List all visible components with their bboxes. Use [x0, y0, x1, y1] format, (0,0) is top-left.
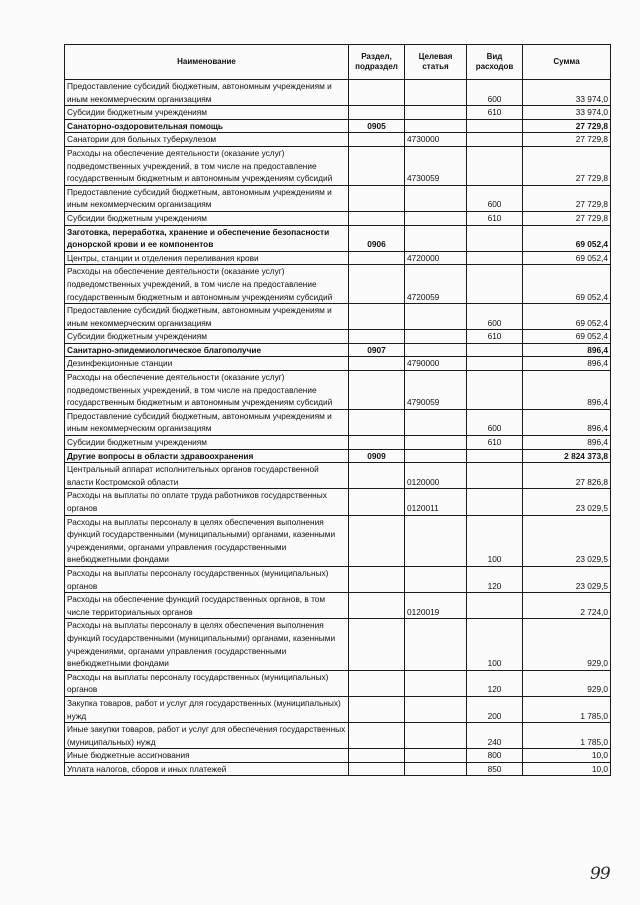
row-article: 4790059	[405, 371, 467, 410]
row-sum: 2 724,0	[523, 593, 611, 619]
row-section	[349, 265, 405, 304]
table-row	[65, 225, 611, 251]
row-name: Иные бюджетные ассигнования	[65, 749, 349, 763]
row-section	[349, 106, 405, 120]
row-name: Предоставление субсидий бюджетным, автономным учреждениям и иным некоммерческим организациям	[65, 185, 349, 211]
row-type: 600	[467, 80, 523, 106]
row-name: Расходы на обеспечение деятельности (оказание услуг) подведомственных учреждений, в том числе на предоставление государственным бюджетным и автономным учреждениям субсидий	[65, 265, 349, 304]
row-section: 0906	[349, 225, 405, 251]
table-row	[65, 723, 611, 749]
row-name: Субсидии бюджетным учреждениям	[65, 436, 349, 450]
row-name: Расходы на выплаты персоналу в целях обеспечения выполнения функций государственными (муниципальными) органами, казенными учреждениями, органами управления государственными внебюджетными фондами	[65, 619, 349, 670]
table-row	[65, 185, 611, 211]
table-row	[65, 304, 611, 330]
row-article: 0120019	[405, 593, 467, 619]
row-section	[349, 357, 405, 371]
table-row	[65, 762, 611, 776]
row-type	[467, 265, 523, 304]
row-sum: 69 052,4	[523, 330, 611, 344]
row-name: Центры, станции и отделения переливания крови	[65, 251, 349, 265]
row-type: 610	[467, 436, 523, 450]
budget-table	[64, 44, 611, 776]
table-row	[65, 106, 611, 120]
row-name: Расходы на выплаты персоналу государственных (муниципальных) органов	[65, 566, 349, 592]
row-section	[349, 133, 405, 147]
row-section	[349, 489, 405, 515]
row-sum: 10,0	[523, 762, 611, 776]
table-header-row	[65, 45, 611, 80]
row-name: Субсидии бюджетным учреждениям	[65, 330, 349, 344]
table-row	[65, 489, 611, 515]
row-article	[405, 619, 467, 670]
row-name: Центральный аппарат исполнительных органов государственной власти Костромской области	[65, 463, 349, 489]
table-row	[65, 119, 611, 133]
row-sum: 896,4	[523, 436, 611, 450]
row-type: 610	[467, 330, 523, 344]
header-article: Целевая статья	[405, 45, 467, 80]
row-sum: 69 052,4	[523, 265, 611, 304]
table-row	[65, 515, 611, 566]
row-section	[349, 515, 405, 566]
row-sum: 33 974,0	[523, 80, 611, 106]
row-name: Расходы на обеспечение деятельности (оказание услуг) подведомственных учреждений, в том числе на предоставление государственным бюджетным и автономным учреждениям субсидий	[65, 371, 349, 410]
row-article	[405, 449, 467, 463]
row-section	[349, 593, 405, 619]
row-sum: 23 029,5	[523, 515, 611, 566]
row-type	[467, 463, 523, 489]
table-row	[65, 449, 611, 463]
row-type: 100	[467, 515, 523, 566]
row-section	[349, 409, 405, 435]
page-number: 99	[590, 864, 610, 884]
row-name: Заготовка, переработка, хранение и обеспечение безопасности донорской крови и ее компонентов	[65, 225, 349, 251]
row-article	[405, 436, 467, 450]
row-sum: 1 785,0	[523, 723, 611, 749]
row-article	[405, 185, 467, 211]
row-section	[349, 80, 405, 106]
row-type: 120	[467, 670, 523, 696]
row-sum: 2 824 373,8	[523, 449, 611, 463]
row-sum: 27 729,8	[523, 211, 611, 225]
row-section: 0905	[349, 119, 405, 133]
table-row	[65, 696, 611, 722]
row-article: 4730000	[405, 133, 467, 147]
table-row	[65, 371, 611, 410]
row-name: Дезинфекционные станции	[65, 357, 349, 371]
row-type	[467, 225, 523, 251]
table-row	[65, 251, 611, 265]
row-sum: 23 029,5	[523, 489, 611, 515]
row-article: 4790000	[405, 357, 467, 371]
row-type	[467, 133, 523, 147]
row-name: Предоставление субсидий бюджетным, автономным учреждениям и иным некоммерческим организациям	[65, 304, 349, 330]
row-sum: 10,0	[523, 749, 611, 763]
row-article	[405, 670, 467, 696]
row-section	[349, 566, 405, 592]
row-section	[349, 723, 405, 749]
table-row	[65, 749, 611, 763]
row-article	[405, 762, 467, 776]
row-sum: 69 052,4	[523, 251, 611, 265]
table-row	[65, 463, 611, 489]
row-type: 600	[467, 304, 523, 330]
row-article	[405, 566, 467, 592]
row-article	[405, 106, 467, 120]
header-sum: Сумма	[523, 45, 611, 80]
row-section	[349, 304, 405, 330]
table-row	[65, 409, 611, 435]
row-sum: 33 974,0	[523, 106, 611, 120]
row-section	[349, 251, 405, 265]
row-type: 850	[467, 762, 523, 776]
row-sum: 896,4	[523, 343, 611, 357]
row-name: Субсидии бюджетным учреждениям	[65, 211, 349, 225]
table-row	[65, 357, 611, 371]
row-article: 4720000	[405, 251, 467, 265]
row-section	[349, 670, 405, 696]
row-sum: 896,4	[523, 371, 611, 410]
row-type	[467, 251, 523, 265]
row-type	[467, 146, 523, 185]
table-row	[65, 330, 611, 344]
row-section	[349, 330, 405, 344]
row-name: Санатории для больных туберкулезом	[65, 133, 349, 147]
row-name: Другие вопросы в области здравоохранения	[65, 449, 349, 463]
table-row	[65, 265, 611, 304]
row-sum: 896,4	[523, 409, 611, 435]
table-row	[65, 146, 611, 185]
row-name: Санитарно-эпидемиологическое благополучие	[65, 343, 349, 357]
row-section	[349, 749, 405, 763]
row-sum: 27 729,8	[523, 119, 611, 133]
row-sum: 1 785,0	[523, 696, 611, 722]
header-type: Вид расходов	[467, 45, 523, 80]
row-sum: 896,4	[523, 357, 611, 371]
row-type: 600	[467, 409, 523, 435]
table-row	[65, 566, 611, 592]
row-section	[349, 371, 405, 410]
row-section	[349, 211, 405, 225]
row-article	[405, 80, 467, 106]
row-sum: 27 729,8	[523, 185, 611, 211]
table-row	[65, 133, 611, 147]
row-section	[349, 463, 405, 489]
row-section	[349, 762, 405, 776]
row-sum: 27 729,8	[523, 146, 611, 185]
row-article	[405, 211, 467, 225]
row-section: 0909	[349, 449, 405, 463]
row-type: 100	[467, 619, 523, 670]
row-section	[349, 619, 405, 670]
row-name: Расходы на выплаты персоналу в целях обеспечения выполнения функций государственными (муниципальными) органами, казенными учреждениями, органами управления государственными внебюджетными фондами	[65, 515, 349, 566]
header-name: Наименование	[65, 45, 349, 80]
row-article	[405, 696, 467, 722]
row-type: 200	[467, 696, 523, 722]
row-type	[467, 119, 523, 133]
row-name: Иные закупки товаров, работ и услуг для обеспечения государственных (муниципальных) нужд	[65, 723, 349, 749]
table-row	[65, 670, 611, 696]
row-name: Уплата налогов, сборов и иных платежей	[65, 762, 349, 776]
row-article	[405, 723, 467, 749]
row-type: 240	[467, 723, 523, 749]
row-article: 0120011	[405, 489, 467, 515]
row-type: 610	[467, 211, 523, 225]
row-name: Расходы на выплаты персоналу государственных (муниципальных) органов	[65, 670, 349, 696]
row-sum: 27 729,8	[523, 133, 611, 147]
row-type: 610	[467, 106, 523, 120]
row-article	[405, 515, 467, 566]
row-name: Предоставление субсидий бюджетным, автономным учреждениям и иным некоммерческим организациям	[65, 409, 349, 435]
table-row	[65, 619, 611, 670]
row-name: Санаторно-оздоровительная помощь	[65, 119, 349, 133]
row-type: 800	[467, 749, 523, 763]
table-row	[65, 343, 611, 357]
row-name: Расходы на обеспечение функций государственных органов, в том числе территориальных органов	[65, 593, 349, 619]
row-section	[349, 436, 405, 450]
row-type	[467, 357, 523, 371]
row-article	[405, 330, 467, 344]
row-name: Предоставление субсидий бюджетным, автономным учреждениям и иным некоммерческим организациям	[65, 80, 349, 106]
row-type	[467, 449, 523, 463]
row-article	[405, 119, 467, 133]
row-section	[349, 185, 405, 211]
table-body	[65, 80, 611, 776]
row-type	[467, 593, 523, 619]
table-row	[65, 436, 611, 450]
row-article	[405, 304, 467, 330]
row-article: 4720059	[405, 265, 467, 304]
row-article	[405, 225, 467, 251]
table-row	[65, 80, 611, 106]
row-section	[349, 146, 405, 185]
row-sum: 69 052,4	[523, 304, 611, 330]
row-sum: 929,0	[523, 670, 611, 696]
row-article: 4730059	[405, 146, 467, 185]
row-section: 0907	[349, 343, 405, 357]
row-article	[405, 409, 467, 435]
row-sum: 23 029,5	[523, 566, 611, 592]
row-article: 0120000	[405, 463, 467, 489]
row-section	[349, 696, 405, 722]
table-row	[65, 593, 611, 619]
row-name: Расходы на обеспечение деятельности (оказание услуг) подведомственных учреждений, в том числе на предоставление государственным бюджетным и автономным учреждениям субсидий	[65, 146, 349, 185]
table-row	[65, 211, 611, 225]
row-type	[467, 343, 523, 357]
row-sum: 69 052,4	[523, 225, 611, 251]
row-sum: 27 826,8	[523, 463, 611, 489]
row-type	[467, 489, 523, 515]
row-type	[467, 371, 523, 410]
header-section: Раздел, подраздел	[349, 45, 405, 80]
row-name: Субсидии бюджетным учреждениям	[65, 106, 349, 120]
row-sum: 929,0	[523, 619, 611, 670]
row-article	[405, 749, 467, 763]
row-type: 120	[467, 566, 523, 592]
row-name: Расходы на выплаты по оплате труда работников государственных органов	[65, 489, 349, 515]
row-type: 600	[467, 185, 523, 211]
row-name: Закупка товаров, работ и услуг для государственных (муниципальных) нужд	[65, 696, 349, 722]
row-article	[405, 343, 467, 357]
